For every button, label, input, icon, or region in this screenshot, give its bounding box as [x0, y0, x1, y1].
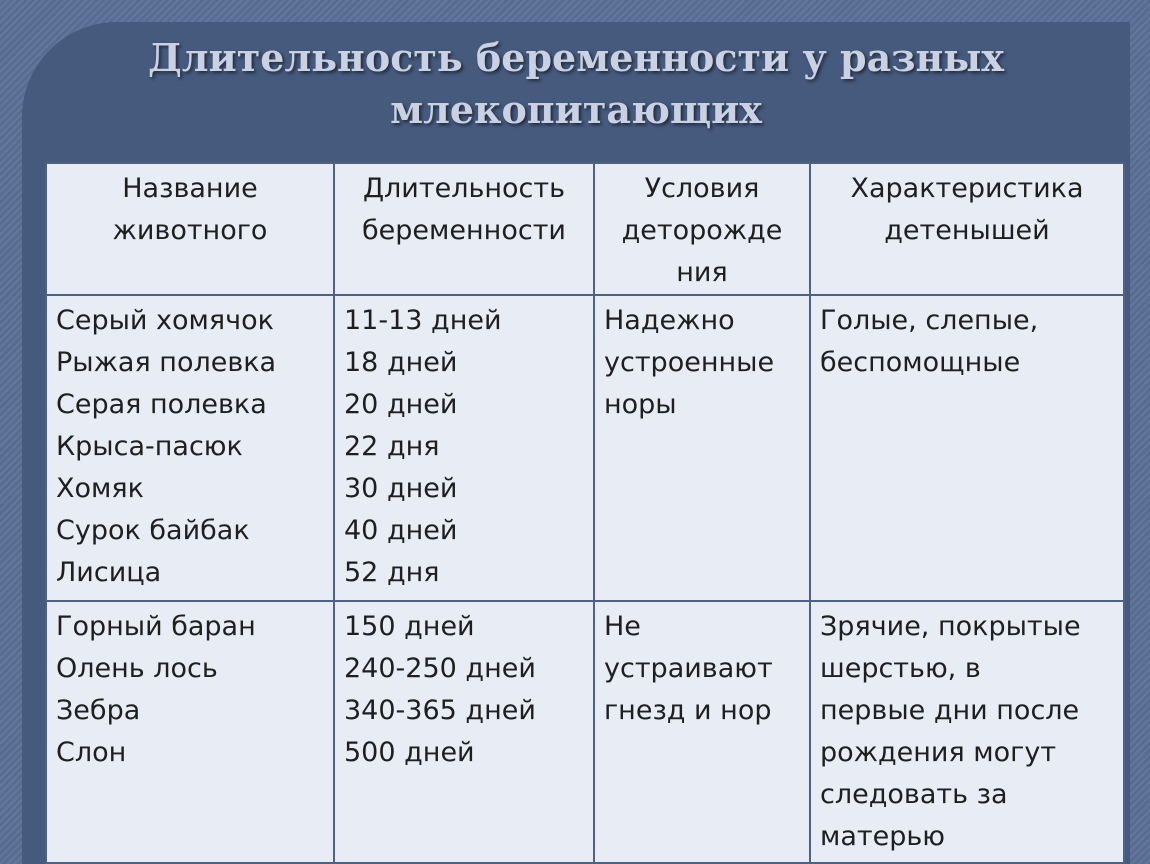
condition-text: Надежно: [604, 305, 735, 336]
condition-text: Не: [604, 611, 641, 642]
animals-cell: [46, 601, 334, 863]
offspring-text: беспомощные: [820, 347, 1021, 378]
animal-name: Зебра: [56, 695, 141, 726]
offspring-text: Голые, слепые,: [820, 305, 1039, 336]
title-line-2: млекопитающих: [390, 87, 762, 132]
header-birth-conditions: Условия деторожде ния: [594, 163, 810, 295]
gestation-table: [45, 162, 1125, 864]
offspring-text: следовать за: [820, 779, 1008, 810]
duration-value: 500 дней: [344, 737, 475, 768]
animal-name: Горный баран: [56, 611, 256, 642]
duration-value: 30 дней: [344, 473, 458, 504]
animal-name: Серый хомячок: [56, 305, 274, 336]
offspring-cell: [810, 601, 1124, 863]
table-row: [46, 295, 1124, 601]
duration-value: 20 дней: [344, 389, 458, 420]
duration-value: 52 дня: [344, 557, 440, 588]
duration-value: 40 дней: [344, 515, 458, 546]
animal-name: Лисица: [56, 557, 162, 588]
duration-value: 11-13 дней: [344, 305, 502, 336]
animal-name: Олень лось: [56, 653, 218, 684]
durations-cell: [334, 295, 594, 601]
duration-value: 240-250 дней: [344, 653, 536, 684]
offspring-text: первые дни после: [820, 695, 1080, 726]
duration-value: 18 дней: [344, 347, 458, 378]
offspring-text: шерстью, в: [820, 653, 981, 684]
animals-cell: [46, 295, 334, 601]
animal-name: Рыжая полевка: [56, 347, 277, 378]
condition-text: устраивают: [604, 653, 773, 684]
conditions-cell: [594, 295, 810, 601]
duration-value: 150 дней: [344, 611, 475, 642]
duration-value: 22 дня: [344, 431, 440, 462]
conditions-cell: [594, 601, 810, 863]
duration-value: 340-365 дней: [344, 695, 536, 726]
title-line-1: Длительность беременности у разных: [147, 35, 1005, 80]
table-row: [46, 601, 1124, 863]
condition-text: устроенные: [604, 347, 775, 378]
animal-name: Слон: [56, 737, 127, 768]
header-offspring-characteristics: Характеристика детенышей: [810, 163, 1124, 295]
condition-text: норы: [604, 389, 677, 420]
header-animal-name: Название животного: [46, 163, 334, 295]
condition-text: гнезд и нор: [604, 695, 772, 726]
animal-name: Серая полевка: [56, 389, 267, 420]
animal-name: Крыса-пасюк: [56, 431, 243, 462]
animal-name: Хомяк: [56, 473, 144, 504]
durations-cell: [334, 601, 594, 863]
offspring-text: Зрячие, покрытые: [820, 611, 1081, 642]
table-header-row: [46, 163, 1124, 295]
offspring-text: матерью: [820, 821, 946, 852]
header-gestation-duration: Длительность беременности: [334, 163, 594, 295]
page-title: [22, 32, 1130, 136]
animal-name: Сурок байбак: [56, 515, 250, 546]
offspring-text: рождения могут: [820, 737, 1057, 768]
offspring-cell: [810, 295, 1124, 601]
